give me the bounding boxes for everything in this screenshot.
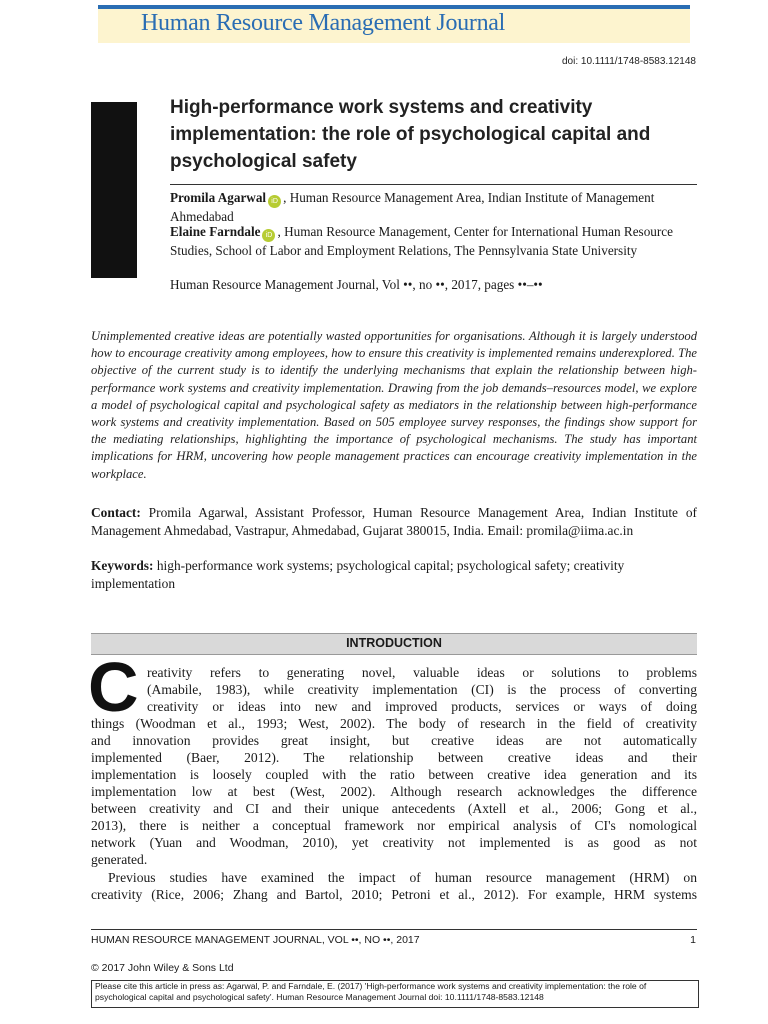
- title-divider: [170, 184, 697, 185]
- doi[interactable]: doi: 10.1111/1748-8583.12148: [561, 56, 696, 67]
- body-line: implementation is loosely coupled with the ratio between creative idea generation and its: [91, 767, 697, 782]
- journal-name: Human Resource Management Journal: [141, 10, 505, 36]
- keywords-text: high-performance work systems; psychological capital; psychological safety; creativity implementation: [91, 558, 625, 591]
- orcid-icon[interactable]: iD: [268, 195, 281, 208]
- keywords-label: Keywords:: [91, 558, 154, 573]
- body-line: and innovation provides great insight, but creative ideas are not automatically: [91, 733, 697, 748]
- citation-notice-box: Please cite this article in press as: Agarwal, P. and Farndale, E. (2017) 'High-performance work systems and creativity implementation: the role of psychological capital and psychological safety'. Human Resource Management Journal doi: 10.1111/1748-8583.12148: [91, 980, 699, 1008]
- article-title: High-performance work systems and creativity implementation: the role of psychological capital and psychological safety: [170, 97, 651, 172]
- body-line: reativity refers to generating novel, valuable ideas or solutions to problems: [147, 665, 697, 680]
- body-line: between creativity and CI and their unique antecedents (Axtell et al., 2006; Gong et al.,: [91, 801, 697, 816]
- body-line: implemented (Baer, 2012). The relationship between creative ideas and their: [91, 750, 697, 765]
- author-affiliation: , Human Resource Management, Center for International Human Resource Studies, School of Labor and Employment Relations, The Pennsylvania State University: [170, 224, 673, 258]
- body-line: implementation low at best (West, 2002). Although research acknowledges the difference: [91, 784, 697, 799]
- drop-cap: C: [88, 648, 139, 726]
- body-line: Previous studies have examined the impact of human resource management (HRM) on: [108, 870, 697, 885]
- contact-label: Contact:: [91, 505, 141, 520]
- contact-info: [91, 504, 697, 539]
- body-line: (Amabile, 1983), while creativity implementation (CI) is the process of converting: [147, 682, 697, 697]
- author-affiliation: , Human Resource Management Area, Indian Institute of Management Ahmedabad: [170, 190, 655, 224]
- author-name: Elaine Farndale: [170, 224, 261, 239]
- section-heading: INTRODUCTION: [346, 636, 442, 650]
- body-line: generated.: [91, 852, 148, 867]
- copyright: © 2017 John Wiley & Sons Ltd: [91, 962, 234, 974]
- footer-divider: [91, 929, 697, 930]
- contact-text: Promila Agarwal, Assistant Professor, Human Resource Management Area, Indian Institute of Management Ahmedabad, Vastrapur, Ahmedabad, Gujarat 380015, India. Email: promila@iima.ac.in: [91, 505, 697, 538]
- author-name: Promila Agarwal: [170, 190, 267, 205]
- body-line: things (Woodman et al., 1993; West, 2002). The body of research in the field of creativity: [91, 716, 697, 731]
- keywords: [91, 557, 697, 592]
- running-footer: HUMAN RESOURCE MANAGEMENT JOURNAL, VOL ••, NO ••, 2017: [91, 934, 420, 946]
- body-line: network (Yuan and Woodman, 2010), yet creativity not implemented is as good as not: [91, 835, 697, 850]
- author-entry: [170, 223, 700, 260]
- author-entry: [170, 189, 700, 226]
- body-line: 2013), there is neither a conceptual framework nor empirical analysis of CI's nomological: [91, 818, 697, 833]
- body-line: creativity or ideas into new and improved products, services or ways of doing: [147, 699, 697, 714]
- title-marker-block: [91, 102, 137, 278]
- orcid-icon[interactable]: iD: [262, 229, 275, 242]
- body-line: creativity (Rice, 2006; Zhang and Bartol, 2010; Petroni et al., 2012). For example, HRM systems: [91, 887, 697, 902]
- page-number: 1: [690, 934, 696, 946]
- abstract: Unimplemented creative ideas are potentially wasted opportunities for organisations. Although it is largely understood how to encourage creativity among employees, how to ensure this creativity is implemented remains underexplored. The objective of the current study is to identify the underlying mechanisms that explain the relationship between high-performance work systems and creativity implementation. Drawing from the job demands–resources model, we explore a model of psychological capital and psychological safety as mediators in the relationship between high-performance work systems and creativity implementation. Based on 505 employee survey responses, the findings show support for the mediating relationships, highlighting the importance of psychological mechanisms. The study has important implications for HRM, uncovering how people management practices can encourage creativity implementation in the workplace.: [91, 329, 697, 481]
- citation-line: Human Resource Management Journal, Vol ••, no ••, 2017, pages ••–••: [170, 277, 543, 292]
